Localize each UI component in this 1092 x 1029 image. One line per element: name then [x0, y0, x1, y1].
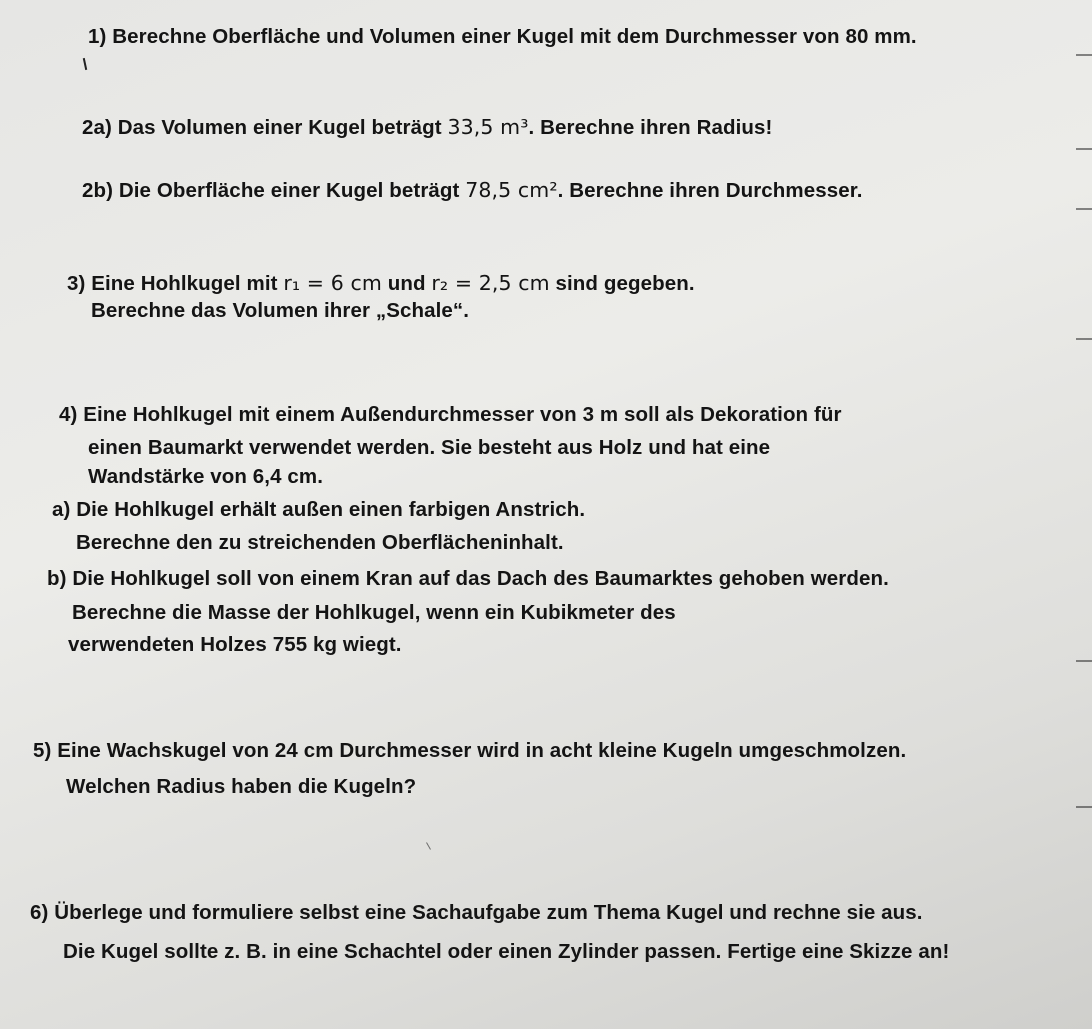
task-6-statement: 6) Überlege und formuliere selbst eine Sachaufgabe zum Thema Kugel und rechne sie aus.	[30, 901, 923, 924]
task-6-line-1	[30, 900, 923, 926]
margin-dash	[1076, 54, 1092, 56]
task-4b-question: Berechne die Masse der Hohlkugel, wenn ein Kubikmeter des	[72, 601, 676, 624]
task-1-label: 1) Berechne Oberfläche und Volumen einer Kugel mit dem Durchmesser von 80 mm.	[88, 25, 917, 48]
margin-dash	[1076, 208, 1092, 210]
task-2b-suffix: . Berechne ihren Durchmesser.	[557, 179, 863, 202]
task-4-wall-thickness: Wandstärke von 6,4 cm.	[88, 465, 323, 488]
task-2b-text	[82, 177, 863, 204]
margin-dash	[1076, 148, 1092, 150]
task-2b-surface-value: 78,5 cm²	[465, 178, 558, 202]
task-4-line-2	[88, 435, 770, 461]
task-4-line-3	[88, 464, 323, 490]
task-1-text	[88, 24, 917, 50]
task-4-line-1	[59, 402, 842, 428]
margin-dash	[1076, 806, 1092, 808]
task-4a-question: Berechne den zu streichenden Oberflächeninhalt.	[76, 531, 564, 554]
task-5-line-1	[33, 738, 906, 764]
task-4a-line-2	[76, 530, 564, 556]
task-4b-line-1	[47, 566, 889, 592]
task-3-r1-value: r₁ = 6 cm	[283, 271, 382, 295]
task-3-question: Berechne das Volumen ihrer „Schale“.	[91, 299, 470, 322]
pen-mark	[426, 842, 431, 849]
task-6-instruction: Die Kugel sollte z. B. in eine Schachtel oder einen Zylinder passen. Fertige eine Skizze an!	[63, 940, 950, 963]
task-4a-line-1	[52, 497, 585, 523]
task-4a-statement: a) Die Hohlkugel erhält außen einen farbigen Anstrich.	[52, 498, 586, 521]
task-4-intro: 4) Eine Hohlkugel mit einem Außendurchmesser von 3 m soll als Dekoration für	[59, 403, 842, 426]
task-5-statement: 5) Eine Wachskugel von 24 cm Durchmesser wird in acht kleine Kugeln umgeschmolzen.	[33, 739, 907, 762]
task-4-description: einen Baumarkt verwendet werden. Sie besteht aus Holz und hat eine	[88, 436, 771, 459]
task-4b-line-3	[68, 632, 402, 658]
task-3-suffix: sind gegeben.	[549, 272, 695, 295]
task-5-question: Welchen Radius haben die Kugeln?	[66, 775, 417, 798]
task-2a-volume-value: 33,5 m³	[447, 115, 529, 139]
task-4b-line-2	[72, 600, 676, 626]
task-3-line-2	[91, 298, 469, 324]
margin-dash	[1076, 660, 1092, 662]
task-3-prefix: 3) Eine Hohlkugel mit	[67, 272, 284, 295]
task-2a-text	[82, 114, 772, 141]
task-6-line-2	[63, 939, 949, 965]
margin-dash	[1076, 338, 1092, 340]
task-2a-suffix: . Berechne ihren Radius!	[528, 116, 773, 139]
task-3-connector: und	[381, 272, 432, 295]
task-5-line-2	[66, 774, 416, 800]
task-4b-density: verwendeten Holzes 755 kg wiegt.	[68, 633, 402, 656]
task-3-line-1	[67, 270, 695, 297]
pen-mark	[83, 58, 87, 70]
task-4b-statement: b) Die Hohlkugel soll von einem Kran auf das Dach des Baumarktes gehoben werden.	[47, 567, 889, 590]
task-2a-prefix: 2a) Das Volumen einer Kugel beträgt	[82, 116, 448, 139]
task-2b-prefix: 2b) Die Oberfläche einer Kugel beträgt	[82, 179, 466, 202]
task-3-r2-value: r₂ = 2,5 cm	[431, 271, 550, 295]
